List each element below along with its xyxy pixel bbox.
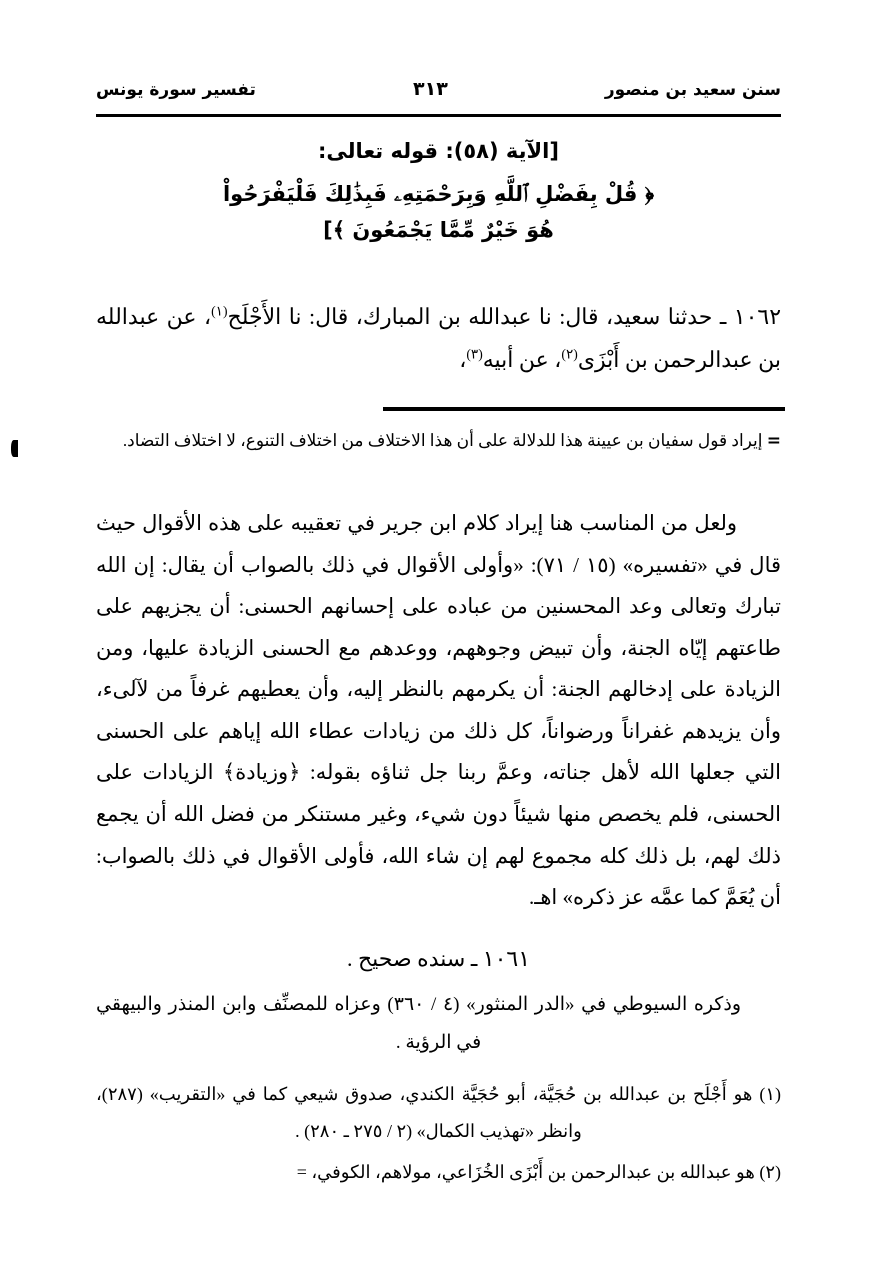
grading-text: سنده صحيح . — [346, 946, 466, 971]
footnote-text-2: هو عبدالله بن عبدالرحمن بن أَبْزَى الخُزَاعي، مولاهم، الكوفي، = — [296, 1161, 755, 1182]
footnote-marker-2: (٢) — [759, 1161, 781, 1182]
page-edge-scan-mark — [11, 440, 18, 457]
ayah-line-2: هُوَ خَيْرٌ مِّمَّا يَجْمَعُونَ ﴾] — [323, 218, 554, 243]
running-header — [96, 78, 781, 100]
hadith-entry — [96, 296, 781, 382]
footnote-marker-1: (١) — [759, 1084, 781, 1104]
hadith-isnad-line-2c: ، عن أبيه — [482, 346, 562, 372]
footnote-item-2 — [96, 1154, 781, 1191]
footnote-ref-2[interactable]: (٢) — [561, 346, 578, 362]
hadith-isnad-line-2b: ، عن عبدالله بن عبدالرحمن بن أَبْزَى — [96, 304, 781, 372]
header-left-title: سنن سعيد بن منصور — [604, 80, 781, 100]
header-right-title: تفسير سورة يونس — [96, 80, 256, 100]
page-folio-number: ٣١٣ — [413, 78, 448, 100]
footnote-block — [96, 1076, 781, 1195]
grading-dash: ـ — [470, 946, 478, 971]
takhrij-paragraph: وذكره السيوطي في «الدر المنثور» (٤ / ٣٦٠) وعزاه للمصنِّف وابن المنذر والبيهقي في الرؤية . — [96, 994, 741, 1053]
hadith-number: ١٠٦٢ — [733, 304, 782, 329]
hadith-grading-line — [96, 938, 781, 980]
footnote-ref-1[interactable]: (١) — [211, 303, 228, 319]
header-divider-rule — [96, 114, 781, 117]
footnote-text-1: هو أَجْلَح بن عبدالله بن حُجَيَّة، أبو حُجَيَّة الكندي، صدوق شيعي كما في «التقريب» (٢٨٧)، وانظر «تهذيب الكمال» (٢ / ٢٧٥ ـ ٢٨٠) . — [96, 1084, 753, 1141]
footnote-ref-3[interactable]: (٣) — [466, 346, 483, 362]
continued-footnote — [96, 424, 781, 458]
verse-section — [96, 136, 781, 249]
grading-number: ١٠٦١ — [482, 946, 531, 971]
ayah-line-1: ﴿ قُلْ بِفَضْلِ ٱللَّهِ وَبِرَحْمَتِهِۦ فَبِذَٰلِكَ فَلْيَفْرَحُواْ — [222, 181, 655, 206]
commentary-paragraph: ولعل من المناسب هنا إيراد كلام ابن جرير في تعقيبه على هذه الأقوال حيث قال في «تفسيره» (١٥ / ٧١): «وأولى الأقوال في ذلك بالصواب أن يقال: إن الله تبارك وتعالى وعد المحسنين من عباده على إحسانهم الحسنى: أن يجزيهم على طاعتهم إيّاه الجنة، وأن تبيض وجوههم، ووعدهم مع الحسنى الزيادة عليها، ومن الزيادة على إدخالهم الجنة: أن يكرمهم بالنظر إليه، وأن يعطيهم غرفاً من لآلىء، وأن يزيدهم غفراناً ورضواناً، كل ذلك من زيادات عطاء الله إياهم على الحسنى التي جعلها الله لأهل جناته، وعمَّ ربنا جل ثناؤه بقوله: ﴿وزيادة﴾ الزيادات على الحسنى، فلم يخصص منها شيئاً دون شيء، وغير مستنكر من فضل الله أن يجمع ذلك لهم، بل ذلك كله مجموع لهم إن شاء الله، فأولى الأقوال في ذلك بالصواب: أن يُعَمَّ كما عمَّه عز ذكره» اهـ. — [96, 511, 782, 910]
footnote-separator-rule — [383, 407, 785, 411]
continuation-marker: = — [766, 431, 781, 451]
hadith-isnad-line-1: حدثنا سعيد، قال: نا عبدالله بن المبارك، قال: — [309, 304, 713, 329]
hadith-isnad-line-2d: ، — [459, 346, 467, 372]
continued-footnote-text: إيراد قول سفيان بن عيينة هذا للدلالة على أن هذا الاختلاف من اختلاف التنوع، لا اختلاف التضاد. — [122, 431, 763, 450]
verse-heading: [الآية (٥٨): قوله تعالى: — [318, 139, 559, 163]
hadith-dash: ـ — [719, 304, 727, 329]
hadith-isnad-line-2a: نا الأَجْلَح — [227, 304, 302, 329]
footnote-item-1 — [96, 1076, 781, 1150]
